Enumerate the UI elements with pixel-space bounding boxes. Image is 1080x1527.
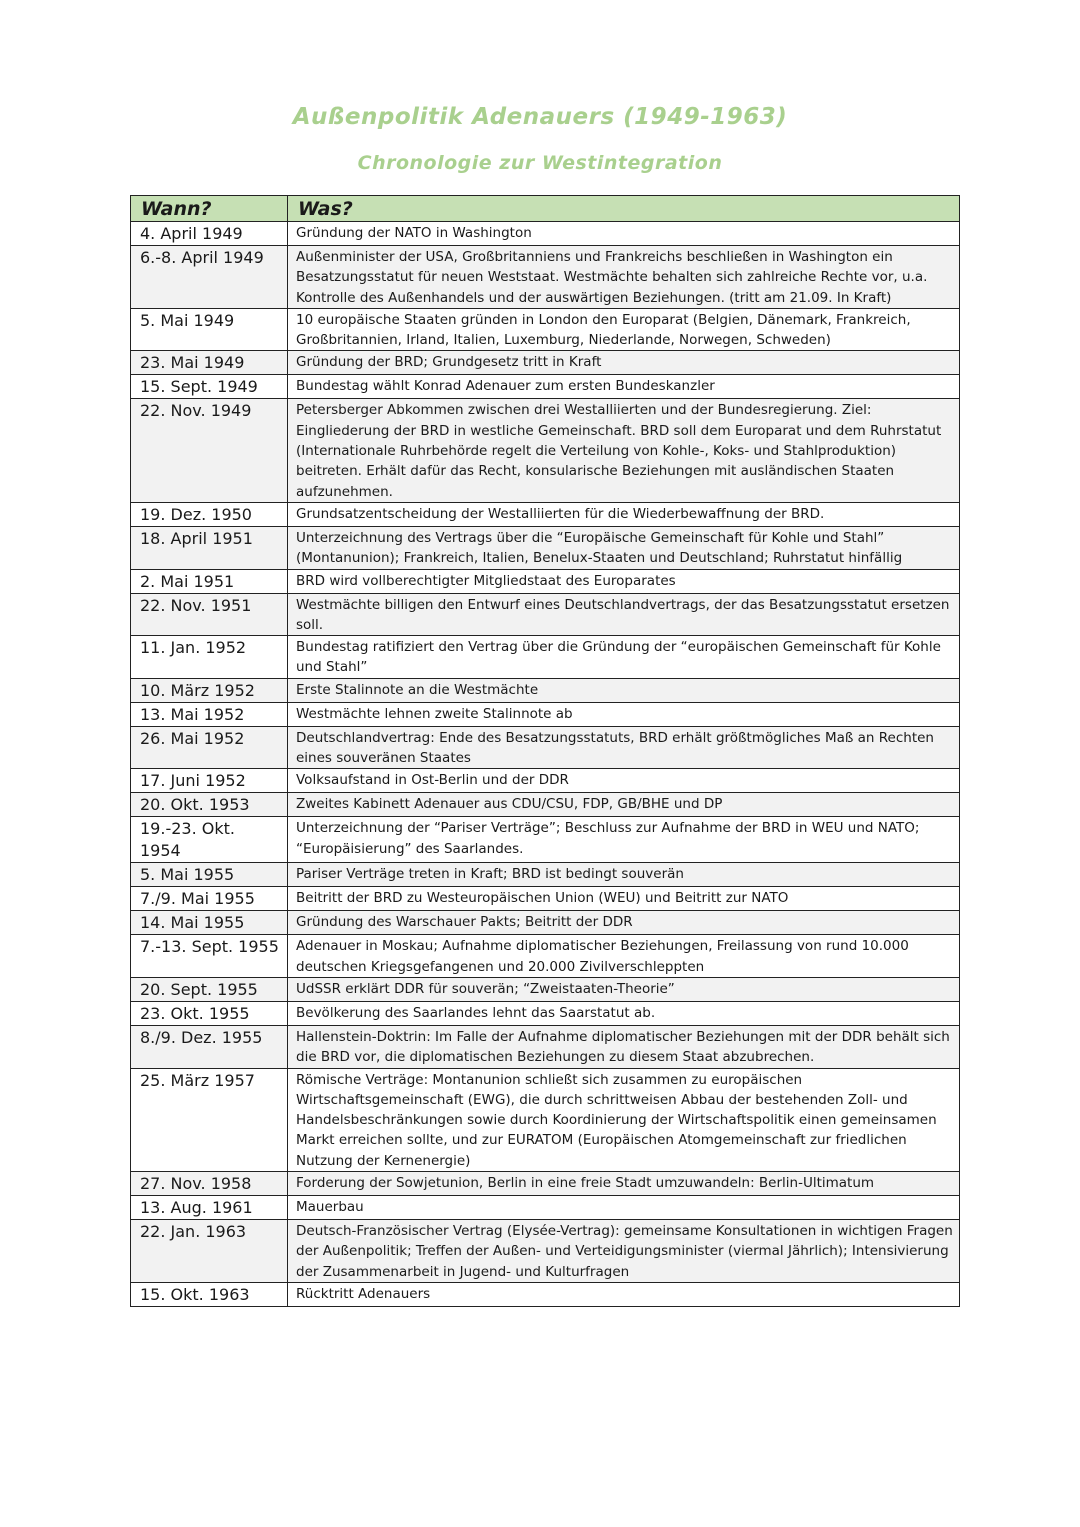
- date-cell: 20. Okt. 1953: [131, 793, 288, 817]
- event-cell: Petersberger Abkommen zwischen drei Westalliierten und der Bundesregierung. Ziel: Eingliederung der BRD in westliche Gemeinschaft. BRD soll dem Europarat und dem Ruhrstatut (Internationale Ruhrbehörde regelt die Verteilung von Kohle-, Koks- und Stahlproduktion) beitreten. Erhält dafür das Recht, konsularische Beziehungen mit ausländischen Staaten aufzunehmen.: [288, 399, 960, 502]
- date-cell: 2. Mai 1951: [131, 569, 288, 593]
- event-cell: Deutschlandvertrag: Ende des Besatzungsstatuts, BRD erhält größtmögliches Maß an Rechten eines souveränen Staates: [288, 726, 960, 769]
- date-cell: 6.-8. April 1949: [131, 246, 288, 309]
- event-cell: Westmächte billigen den Entwurf eines Deutschlandvertrags, der das Besatzungsstatut ersetzen soll.: [288, 593, 960, 636]
- event-cell: Pariser Verträge treten in Kraft; BRD ist bedingt souverän: [288, 863, 960, 887]
- table-row: [131, 726, 960, 769]
- column-header-when: Wann?: [131, 196, 288, 222]
- event-cell: Erste Stalinnote an die Westmächte: [288, 678, 960, 702]
- date-cell: 19.-23. Okt. 1954: [131, 817, 288, 863]
- table-row: [131, 526, 960, 569]
- date-cell: 8./9. Dez. 1955: [131, 1025, 288, 1068]
- event-cell: Grundsatzentscheidung der Westalliierten für die Wiederbewaffnung der BRD.: [288, 502, 960, 526]
- date-cell: 19. Dez. 1950: [131, 502, 288, 526]
- table-row: [131, 1220, 960, 1283]
- date-cell: 23. Mai 1949: [131, 351, 288, 375]
- table-row: [131, 1025, 960, 1068]
- table-row: [131, 678, 960, 702]
- event-cell: Unterzeichnung des Vertrags über die “Europäische Gemeinschaft für Kohle und Stahl” (Montanunion); Frankreich, Italien, Benelux-Staaten und Deutschland; Ruhrstatut hinfällig: [288, 526, 960, 569]
- column-header-what: Was?: [288, 196, 960, 222]
- table-row: [131, 793, 960, 817]
- event-cell: Adenauer in Moskau; Aufnahme diplomatischer Beziehungen, Freilassung von rund 10.000 deutschen Kriegsgefangenen und 20.000 Zivilverschleppten: [288, 935, 960, 978]
- event-cell: 10 europäische Staaten gründen in London den Europarat (Belgien, Dänemark, Frankreich, Großbritannien, Irland, Italien, Luxemburg, Niederlande, Norwegen, Schweden): [288, 308, 960, 351]
- event-cell: Hallenstein-Doktrin: Im Falle der Aufnahme diplomatischer Beziehungen mit der DDR behält sich die BRD vor, die diplomatischen Beziehungen zu diesem Staat abzubrechen.: [288, 1025, 960, 1068]
- event-cell: Westmächte lehnen zweite Stalinnote ab: [288, 702, 960, 726]
- date-cell: 22. Jan. 1963: [131, 1220, 288, 1283]
- date-cell: 18. April 1951: [131, 526, 288, 569]
- event-cell: Römische Verträge: Montanunion schließt sich zusammen zu europäischen Wirtschaftsgemeinschaft (EWG), die durch schrittweisen Abbau der bestehenden Zoll- und Handelsbeschränkungen sowie durch Koordinierung der Wirtschaftspolitik einen gemeinsamen Markt erreichen sollte, und zur EURATOM (Europäischen Atomgemeinschaft zur friedlichen Nutzung der Kernenergie): [288, 1068, 960, 1171]
- table-row: [131, 1282, 960, 1306]
- event-cell: Bundestag wählt Konrad Adenauer zum ersten Bundeskanzler: [288, 375, 960, 399]
- date-cell: 13. Mai 1952: [131, 702, 288, 726]
- table-row: [131, 911, 960, 935]
- event-cell: Bevölkerung des Saarlandes lehnt das Saarstatut ab.: [288, 1001, 960, 1025]
- date-cell: 10. März 1952: [131, 678, 288, 702]
- table-row: [131, 702, 960, 726]
- table-row: [131, 569, 960, 593]
- date-cell: 27. Nov. 1958: [131, 1172, 288, 1196]
- event-cell: BRD wird vollberechtigter Mitgliedstaat des Europarates: [288, 569, 960, 593]
- table-row: [131, 222, 960, 246]
- date-cell: 11. Jan. 1952: [131, 636, 288, 679]
- table-row: [131, 1196, 960, 1220]
- event-cell: Rücktritt Adenauers: [288, 1282, 960, 1306]
- table-row: [131, 502, 960, 526]
- event-cell: Beitritt der BRD zu Westeuropäischen Union (WEU) und Beitritt zur NATO: [288, 887, 960, 911]
- date-cell: 25. März 1957: [131, 1068, 288, 1171]
- table-row: [131, 636, 960, 679]
- page-subtitle: Chronologie zur Westintegration: [357, 152, 723, 174]
- date-cell: 5. Mai 1955: [131, 863, 288, 887]
- table-row: [131, 246, 960, 309]
- event-cell: Unterzeichnung der “Pariser Verträge”; Beschluss zur Aufnahme der BRD in WEU und NATO; “Europäisierung” des Saarlandes.: [288, 817, 960, 863]
- event-cell: Mauerbau: [288, 1196, 960, 1220]
- event-cell: UdSSR erklärt DDR für souverän; “Zweistaaten-Theorie”: [288, 977, 960, 1001]
- date-cell: 4. April 1949: [131, 222, 288, 246]
- table-row: [131, 887, 960, 911]
- date-cell: 7.-13. Sept. 1955: [131, 935, 288, 978]
- page-title: Außenpolitik Adenauers (1949-1963): [292, 104, 788, 130]
- table-row: [131, 1172, 960, 1196]
- table-row: [131, 351, 960, 375]
- date-cell: 20. Sept. 1955: [131, 977, 288, 1001]
- chronology-table: [130, 195, 960, 1307]
- event-cell: Volksaufstand in Ost-Berlin und der DDR: [288, 769, 960, 793]
- table-row: [131, 977, 960, 1001]
- date-cell: 22. Nov. 1949: [131, 399, 288, 502]
- date-cell: 13. Aug. 1961: [131, 1196, 288, 1220]
- table-row: [131, 935, 960, 978]
- event-cell: Gründung der BRD; Grundgesetz tritt in Kraft: [288, 351, 960, 375]
- date-cell: 5. Mai 1949: [131, 308, 288, 351]
- table-row: [131, 817, 960, 863]
- table-header-row: [131, 196, 960, 222]
- event-cell: Außenminister der USA, Großbritanniens und Frankreichs beschließen in Washington ein Besatzungsstatut für neuen Weststaat. Westmächte behalten sich zahlreiche Rechte vor, u.a. Kontrolle des Außenhandels und der auswärtigen Beziehungen. (tritt am 21.09. In Kraft): [288, 246, 960, 309]
- event-cell: Deutsch-Französischer Vertrag (Elysée-Vertrag): gemeinsame Konsultationen in wichtigen Fragen der Außenpolitik; Treffen der Außen- und Verteidigungsminister (viermal Jährlich); Intensivierung der Zusammenarbeit in Jugend- und Kulturfragen: [288, 1220, 960, 1283]
- event-cell: Bundestag ratifiziert den Vertrag über die Gründung der “europäischen Gemeinschaft für Kohle und Stahl”: [288, 636, 960, 679]
- event-cell: Gründung der NATO in Washington: [288, 222, 960, 246]
- date-cell: 15. Okt. 1963: [131, 1282, 288, 1306]
- table-row: [131, 769, 960, 793]
- table-row: [131, 863, 960, 887]
- date-cell: 26. Mai 1952: [131, 726, 288, 769]
- event-cell: Zweites Kabinett Adenauer aus CDU/CSU, FDP, GB/BHE und DP: [288, 793, 960, 817]
- table-row: [131, 593, 960, 636]
- event-cell: Gründung des Warschauer Pakts; Beitritt der DDR: [288, 911, 960, 935]
- table-row: [131, 308, 960, 351]
- date-cell: 17. Juni 1952: [131, 769, 288, 793]
- date-cell: 23. Okt. 1955: [131, 1001, 288, 1025]
- table-row: [131, 375, 960, 399]
- event-cell: Forderung der Sowjetunion, Berlin in eine freie Stadt umzuwandeln: Berlin-Ultimatum: [288, 1172, 960, 1196]
- table-row: [131, 399, 960, 502]
- table-row: [131, 1001, 960, 1025]
- date-cell: 15. Sept. 1949: [131, 375, 288, 399]
- table-row: [131, 1068, 960, 1171]
- date-cell: 14. Mai 1955: [131, 911, 288, 935]
- date-cell: 22. Nov. 1951: [131, 593, 288, 636]
- date-cell: 7./9. Mai 1955: [131, 887, 288, 911]
